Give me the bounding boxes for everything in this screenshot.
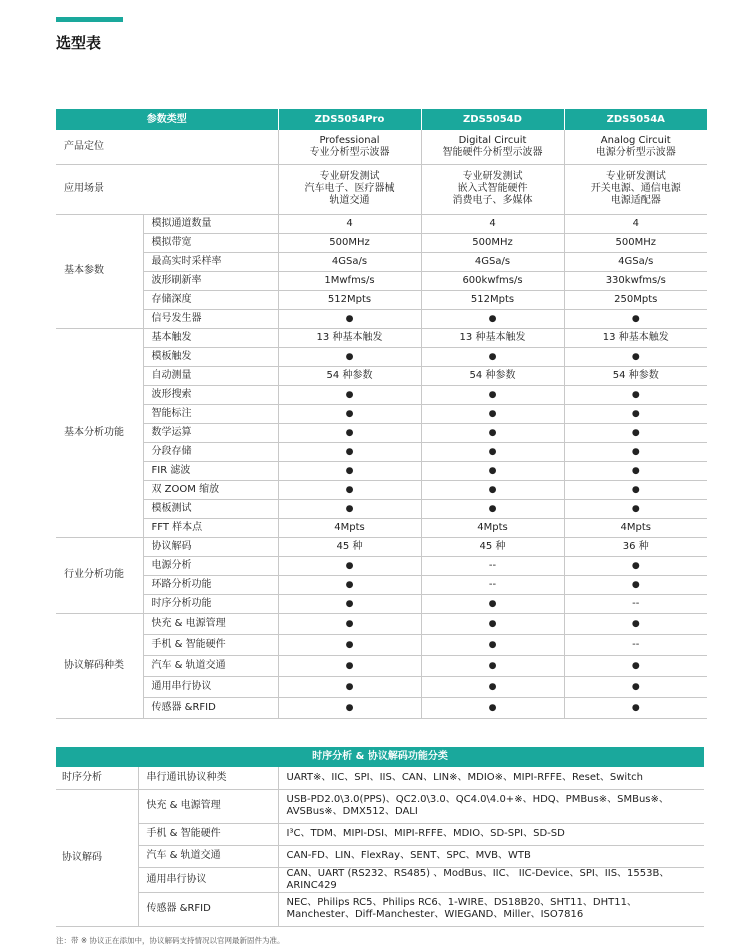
value-cell: 4 [564,214,707,233]
row-label: 存储深度 [143,290,278,309]
supported-dot: ● [421,634,564,655]
value-cell: 13 种基本触发 [564,328,707,347]
supported-dot: ● [278,613,421,634]
label-application: 应用场景 [56,164,278,214]
spec-body [56,130,707,718]
value-cell: -- [564,634,707,655]
row-label: 快充 & 电源管理 [138,789,278,823]
table-row [56,423,707,442]
table-row [56,347,707,366]
cell-line: 电源分析型示波器 [595,146,676,158]
row-label: 时序分析功能 [143,594,278,613]
value-cell: 512Mpts [421,290,564,309]
row-label: 快充 & 电源管理 [143,613,278,634]
table-row [56,385,707,404]
cell-line: 专业研发测试 [605,171,666,182]
row-label: 波形搜索 [143,385,278,404]
row-label: 信号发生器 [143,309,278,328]
table-row [56,892,704,926]
supported-dot: ● [421,613,564,634]
group-label: 协议解码 [56,789,138,926]
value-cell: -- [421,556,564,575]
value-cell: 600kwfms/s [421,271,564,290]
positioning-cell [564,130,707,164]
supported-dot: ● [564,480,707,499]
value-cell: 45 种 [278,537,421,556]
row-label: 通用串行协议 [138,867,278,892]
value-cell: 13 种基本触发 [278,328,421,347]
supported-dot: ● [278,697,421,718]
table-row [56,594,707,613]
table-row [56,480,707,499]
table-row [56,290,707,309]
supported-dot: ● [278,676,421,697]
value-cell: CAN、UART (RS232、RS485) 、ModBus、IIC、 IIC-Device、SPI、IIS、1553B、ARINC429 [278,867,704,892]
row-label: 传感器 &RFID [138,892,278,926]
supported-dot: ● [278,634,421,655]
value-cell: USB-PD2.0\3.0(PPS)、QC2.0\3.0、QC4.0\4.0+※、HDQ、PMBus※、SMBus※、AVSBus※、DMX512、DALI [278,789,704,823]
supported-dot: ● [278,404,421,423]
supported-dot: ● [421,697,564,718]
cell-line: 专业分析型示波器 [309,146,390,158]
value-cell: 4Mpts [564,518,707,537]
value-cell: 4GSa/s [564,252,707,271]
row-positioning [56,130,707,164]
cell-line: 汽车电子、医疗器械 [304,183,395,194]
cell-line: 消费电子、多媒体 [452,195,533,206]
row-label: 双 ZOOM 缩放 [143,480,278,499]
supported-dot: ● [278,461,421,480]
row-label: 环路分析功能 [143,575,278,594]
value-cell: NEC、Philips RC5、Philips RC6、1-WIRE、DS18B20、SHT11、DHT11、Manchester、Diff-Manchester、WIEGAND、Miller、ISO7816 [278,892,704,926]
supported-dot: ● [421,480,564,499]
value-cell: 54 种参数 [421,366,564,385]
supported-dot: ● [421,499,564,518]
supported-dot: ● [421,385,564,404]
positioning-cell [421,130,564,164]
value-cell: 4 [421,214,564,233]
table-row [56,271,707,290]
row-label: FIR 滤波 [143,461,278,480]
accent-bar [56,17,123,22]
spec-header-row [56,109,707,130]
table-row [56,214,707,233]
table-row [56,789,704,823]
table-row [56,309,707,328]
row-label: FFT 样本点 [143,518,278,537]
group-label: 时序分析 [56,767,138,789]
label-positioning: 产品定位 [56,130,278,164]
cell-line: 电源适配器 [610,195,661,206]
supported-dot: ● [421,461,564,480]
supported-dot: ● [421,423,564,442]
supported-dot: ● [278,499,421,518]
row-label: 模板触发 [143,347,278,366]
value-cell: -- [564,594,707,613]
table-row [56,518,707,537]
row-label: 通用串行协议 [143,676,278,697]
row-label: 模板测试 [143,499,278,518]
row-label: 自动测量 [143,366,278,385]
table-row [56,556,707,575]
cell-line: 轨道交通 [329,195,370,206]
row-label: 最高实时采样率 [143,252,278,271]
row-label: 串行通讯协议种类 [138,767,278,789]
table-row [56,867,704,892]
supported-dot: ● [564,613,707,634]
supported-dot: ● [278,655,421,676]
footnote: 注：带 ※ 协议正在添加中，协议解码支持情况以官网最新固件为准。 [56,936,285,945]
value-cell: 4Mpts [278,518,421,537]
supported-dot: ● [564,385,707,404]
row-label: 汽车 & 轨道交通 [143,655,278,676]
value-cell: 45 种 [421,537,564,556]
value-cell: 4Mpts [421,518,564,537]
table-row [56,845,704,867]
header-model-d: ZDS5054D [421,109,564,130]
supported-dot: ● [278,575,421,594]
supported-dot: ● [564,697,707,718]
row-label: 电源分析 [143,556,278,575]
value-cell: CAN-FD、LIN、FlexRay、SENT、SPC、MVB、WTB [278,845,704,867]
table-row [56,575,707,594]
supported-dot: ● [421,676,564,697]
supported-dot: ● [564,461,707,480]
application-cell [278,164,421,214]
supported-dot: ● [421,655,564,676]
cell-line: Digital Circuit [458,134,527,146]
row-label: 手机 & 智能硬件 [143,634,278,655]
supported-dot: ● [564,347,707,366]
table-row [56,634,707,655]
supported-dot: ● [278,347,421,366]
value-cell: 4 [278,214,421,233]
group-label: 协议解码种类 [56,613,143,718]
value-cell: -- [421,575,564,594]
table-row [56,366,707,385]
supported-dot: ● [421,442,564,461]
table-row [56,404,707,423]
supported-dot: ● [278,594,421,613]
value-cell: 54 种参数 [564,366,707,385]
supported-dot: ● [564,404,707,423]
table-row [56,655,707,676]
row-label: 传感器 &RFID [143,697,278,718]
supported-dot: ● [564,309,707,328]
value-cell: 4GSa/s [278,252,421,271]
group-label: 基本分析功能 [56,328,143,537]
function-header-row [56,747,704,767]
value-cell: 1Mwfms/s [278,271,421,290]
supported-dot: ● [564,676,707,697]
supported-dot: ● [278,442,421,461]
row-label: 协议解码 [143,537,278,556]
value-cell: 500MHz [278,233,421,252]
supported-dot: ● [564,575,707,594]
cell-line: 专业研发测试 [319,171,380,182]
value-cell: 330kwfms/s [564,271,707,290]
row-label: 汽车 & 轨道交通 [138,845,278,867]
group-label: 行业分析功能 [56,537,143,613]
supported-dot: ● [421,404,564,423]
row-timing [56,767,704,789]
supported-dot: ● [421,594,564,613]
cell-line: Analog Circuit [600,134,671,146]
row-label: 手机 & 智能硬件 [138,823,278,845]
cell-line: Professional [319,134,380,146]
table-row [56,823,704,845]
table-row [56,233,707,252]
header-model-pro: ZDS5054Pro [278,109,421,130]
supported-dot: ● [278,480,421,499]
header-model-a: ZDS5054A [564,109,707,130]
row-application [56,164,707,214]
table-row [56,697,707,718]
value-cell: UART※、IIC、SPI、IIS、CAN、LIN※、MDIO※、MIPI-RFFE、Reset、Switch [278,767,704,789]
row-label: 分段存储 [143,442,278,461]
supported-dot: ● [278,556,421,575]
supported-dot: ● [278,309,421,328]
table-row [56,613,707,634]
value-cell: 500MHz [421,233,564,252]
value-cell: 512Mpts [278,290,421,309]
function-body [56,767,704,926]
cell-line: 开关电源、通信电源 [590,183,681,194]
table-row [56,676,707,697]
row-label: 模拟通道数量 [143,214,278,233]
value-cell: 250Mpts [564,290,707,309]
row-label: 数学运算 [143,423,278,442]
supported-dot: ● [278,423,421,442]
cell-line: 嵌入式智能硬件 [457,183,528,194]
application-cell [421,164,564,214]
spec-table [56,109,707,719]
value-cell: 36 种 [564,537,707,556]
page-title: 选型表 [56,34,102,52]
supported-dot: ● [564,423,707,442]
value-cell: I³C、TDM、MIPI-DSI、MIPI-RFFE、MDIO、SD-SPI、SD-SD [278,823,704,845]
value-cell: 500MHz [564,233,707,252]
table-row [56,499,707,518]
table-row [56,537,707,556]
supported-dot: ● [564,655,707,676]
function-table-title: 时序分析 & 协议解码功能分类 [56,747,704,767]
supported-dot: ● [278,385,421,404]
value-cell: 13 种基本触发 [421,328,564,347]
row-label: 波形刷新率 [143,271,278,290]
application-cell [564,164,707,214]
row-label: 模拟带宽 [143,233,278,252]
table-row [56,442,707,461]
function-table [56,747,704,927]
value-cell: 54 种参数 [278,366,421,385]
row-label: 基本触发 [143,328,278,347]
row-label: 智能标注 [143,404,278,423]
value-cell: 4GSa/s [421,252,564,271]
positioning-cell [278,130,421,164]
cell-line: 专业研发测试 [462,171,523,182]
table-row [56,461,707,480]
supported-dot: ● [564,499,707,518]
supported-dot: ● [564,442,707,461]
cell-line: 智能硬件分析型示波器 [442,146,543,158]
table-row [56,328,707,347]
header-param-type: 参数类型 [56,109,278,130]
group-label: 基本参数 [56,214,143,328]
supported-dot: ● [421,347,564,366]
supported-dot: ● [421,309,564,328]
supported-dot: ● [564,556,707,575]
table-row [56,252,707,271]
